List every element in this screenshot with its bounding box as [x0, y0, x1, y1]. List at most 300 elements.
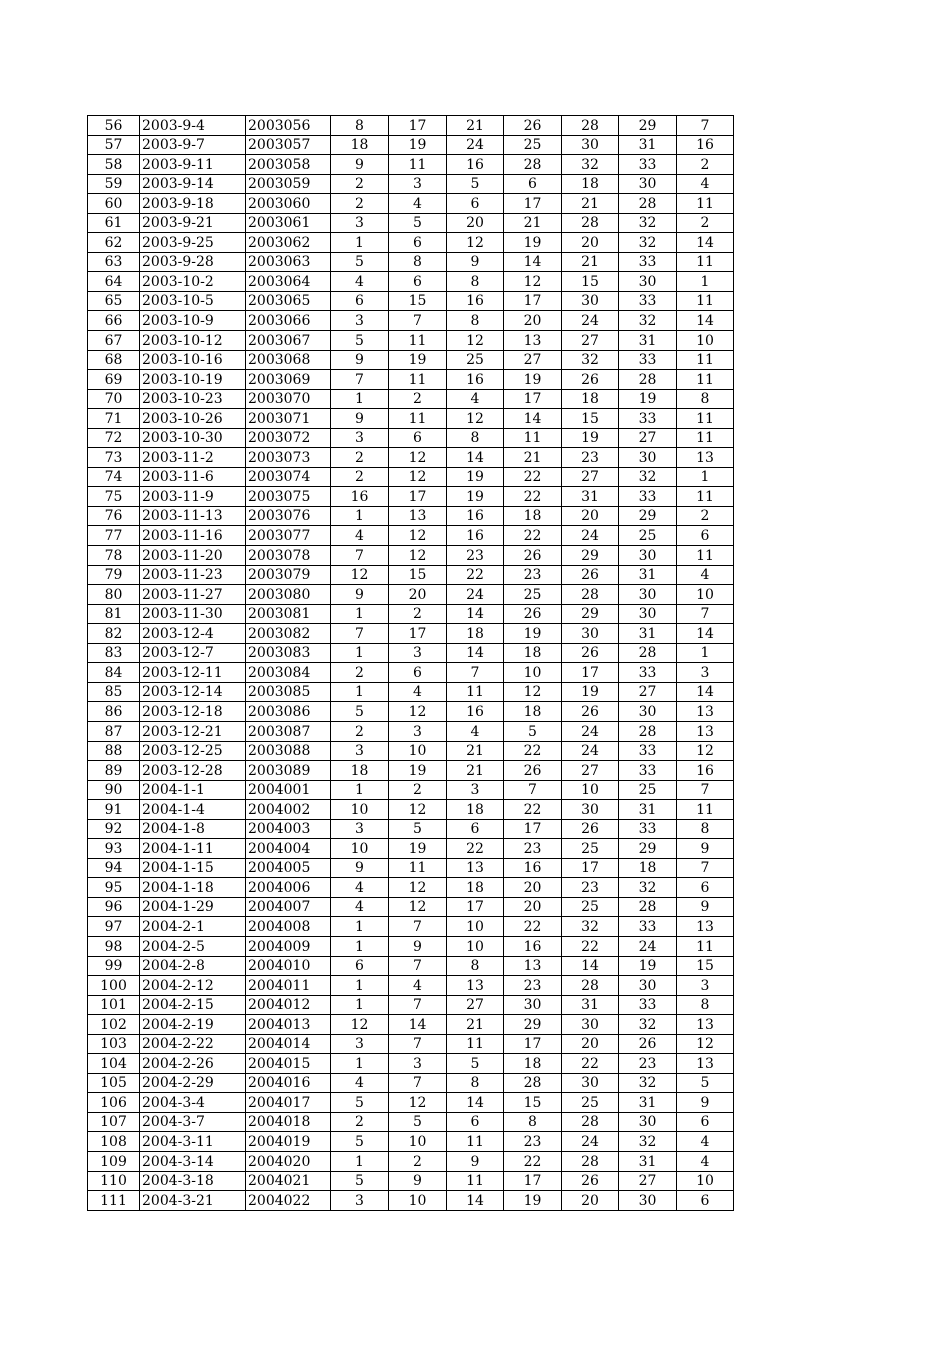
- red-ball-3-cell[interactable]: 12: [447, 331, 504, 351]
- red-ball-5-cell[interactable]: 27: [562, 467, 619, 487]
- draw-date-cell[interactable]: 2003-12-11: [140, 663, 246, 683]
- red-ball-6-cell[interactable]: 25: [619, 780, 677, 800]
- row-index-cell[interactable]: 110: [88, 1171, 140, 1191]
- red-ball-3-cell[interactable]: 6: [447, 194, 504, 214]
- issue-number-cell[interactable]: 2004003: [246, 819, 331, 839]
- red-ball-4-cell[interactable]: 18: [504, 702, 562, 722]
- blue-ball-cell[interactable]: 10: [677, 585, 734, 605]
- red-ball-2-cell[interactable]: 20: [389, 585, 447, 605]
- red-ball-3-cell[interactable]: 16: [447, 370, 504, 390]
- issue-number-cell[interactable]: 2004010: [246, 956, 331, 976]
- red-ball-5-cell[interactable]: 26: [562, 1171, 619, 1191]
- red-ball-2-cell[interactable]: 9: [389, 1171, 447, 1191]
- blue-ball-cell[interactable]: 14: [677, 682, 734, 702]
- red-ball-5-cell[interactable]: 24: [562, 1132, 619, 1152]
- issue-number-cell[interactable]: 2003072: [246, 428, 331, 448]
- red-ball-4-cell[interactable]: 30: [504, 995, 562, 1015]
- red-ball-5-cell[interactable]: 30: [562, 135, 619, 155]
- issue-number-cell[interactable]: 2003063: [246, 252, 331, 272]
- red-ball-4-cell[interactable]: 28: [504, 155, 562, 175]
- issue-number-cell[interactable]: 2003078: [246, 546, 331, 566]
- red-ball-4-cell[interactable]: 14: [504, 252, 562, 272]
- blue-ball-cell[interactable]: 14: [677, 233, 734, 253]
- red-ball-4-cell[interactable]: 29: [504, 1015, 562, 1035]
- red-ball-4-cell[interactable]: 13: [504, 331, 562, 351]
- row-index-cell[interactable]: 82: [88, 624, 140, 644]
- blue-ball-cell[interactable]: 13: [677, 1015, 734, 1035]
- draw-date-cell[interactable]: 2003-12-14: [140, 682, 246, 702]
- draw-date-cell[interactable]: 2004-3-14: [140, 1151, 246, 1171]
- issue-number-cell[interactable]: 2003058: [246, 155, 331, 175]
- draw-date-cell[interactable]: 2004-1-11: [140, 839, 246, 859]
- draw-date-cell[interactable]: 2003-10-12: [140, 331, 246, 351]
- red-ball-1-cell[interactable]: 9: [331, 585, 389, 605]
- red-ball-2-cell[interactable]: 12: [389, 526, 447, 546]
- red-ball-5-cell[interactable]: 20: [562, 1034, 619, 1054]
- red-ball-4-cell[interactable]: 26: [504, 604, 562, 624]
- row-index-cell[interactable]: 95: [88, 878, 140, 898]
- red-ball-5-cell[interactable]: 20: [562, 233, 619, 253]
- red-ball-1-cell[interactable]: 8: [331, 116, 389, 136]
- red-ball-5-cell[interactable]: 15: [562, 409, 619, 429]
- red-ball-6-cell[interactable]: 33: [619, 995, 677, 1015]
- draw-date-cell[interactable]: 2004-1-1: [140, 780, 246, 800]
- red-ball-5-cell[interactable]: 21: [562, 252, 619, 272]
- row-index-cell[interactable]: 108: [88, 1132, 140, 1152]
- red-ball-6-cell[interactable]: 32: [619, 213, 677, 233]
- red-ball-4-cell[interactable]: 22: [504, 741, 562, 761]
- row-index-cell[interactable]: 63: [88, 252, 140, 272]
- red-ball-2-cell[interactable]: 7: [389, 956, 447, 976]
- issue-number-cell[interactable]: 2003065: [246, 291, 331, 311]
- blue-ball-cell[interactable]: 11: [677, 194, 734, 214]
- red-ball-1-cell[interactable]: 1: [331, 643, 389, 663]
- issue-number-cell[interactable]: 2003070: [246, 389, 331, 409]
- issue-number-cell[interactable]: 2004005: [246, 858, 331, 878]
- red-ball-1-cell[interactable]: 4: [331, 878, 389, 898]
- red-ball-5-cell[interactable]: 17: [562, 858, 619, 878]
- blue-ball-cell[interactable]: 11: [677, 409, 734, 429]
- blue-ball-cell[interactable]: 7: [677, 116, 734, 136]
- red-ball-6-cell[interactable]: 31: [619, 331, 677, 351]
- issue-number-cell[interactable]: 2004016: [246, 1073, 331, 1093]
- blue-ball-cell[interactable]: 9: [677, 897, 734, 917]
- draw-date-cell[interactable]: 2003-11-16: [140, 526, 246, 546]
- red-ball-3-cell[interactable]: 13: [447, 858, 504, 878]
- issue-number-cell[interactable]: 2003081: [246, 604, 331, 624]
- red-ball-6-cell[interactable]: 19: [619, 956, 677, 976]
- red-ball-3-cell[interactable]: 21: [447, 741, 504, 761]
- red-ball-2-cell[interactable]: 11: [389, 331, 447, 351]
- red-ball-1-cell[interactable]: 7: [331, 624, 389, 644]
- red-ball-3-cell[interactable]: 8: [447, 272, 504, 292]
- row-index-cell[interactable]: 65: [88, 291, 140, 311]
- blue-ball-cell[interactable]: 11: [677, 487, 734, 507]
- issue-number-cell[interactable]: 2004017: [246, 1093, 331, 1113]
- row-index-cell[interactable]: 109: [88, 1151, 140, 1171]
- blue-ball-cell[interactable]: 13: [677, 448, 734, 468]
- draw-date-cell[interactable]: 2003-12-18: [140, 702, 246, 722]
- blue-ball-cell[interactable]: 10: [677, 1171, 734, 1191]
- issue-number-cell[interactable]: 2004007: [246, 897, 331, 917]
- red-ball-3-cell[interactable]: 24: [447, 585, 504, 605]
- red-ball-2-cell[interactable]: 6: [389, 663, 447, 683]
- draw-date-cell[interactable]: 2004-2-15: [140, 995, 246, 1015]
- red-ball-6-cell[interactable]: 33: [619, 819, 677, 839]
- issue-number-cell[interactable]: 2004009: [246, 936, 331, 956]
- row-index-cell[interactable]: 84: [88, 663, 140, 683]
- issue-number-cell[interactable]: 2003069: [246, 370, 331, 390]
- red-ball-3-cell[interactable]: 17: [447, 897, 504, 917]
- red-ball-3-cell[interactable]: 3: [447, 780, 504, 800]
- red-ball-6-cell[interactable]: 29: [619, 506, 677, 526]
- red-ball-4-cell[interactable]: 13: [504, 956, 562, 976]
- red-ball-4-cell[interactable]: 19: [504, 624, 562, 644]
- red-ball-3-cell[interactable]: 9: [447, 252, 504, 272]
- row-index-cell[interactable]: 59: [88, 174, 140, 194]
- red-ball-6-cell[interactable]: 25: [619, 526, 677, 546]
- row-index-cell[interactable]: 99: [88, 956, 140, 976]
- issue-number-cell[interactable]: 2003084: [246, 663, 331, 683]
- red-ball-6-cell[interactable]: 32: [619, 1073, 677, 1093]
- red-ball-1-cell[interactable]: 7: [331, 370, 389, 390]
- red-ball-2-cell[interactable]: 12: [389, 897, 447, 917]
- row-index-cell[interactable]: 105: [88, 1073, 140, 1093]
- blue-ball-cell[interactable]: 5: [677, 1073, 734, 1093]
- red-ball-1-cell[interactable]: 1: [331, 780, 389, 800]
- red-ball-6-cell[interactable]: 28: [619, 897, 677, 917]
- blue-ball-cell[interactable]: 11: [677, 252, 734, 272]
- red-ball-4-cell[interactable]: 20: [504, 878, 562, 898]
- red-ball-3-cell[interactable]: 14: [447, 604, 504, 624]
- red-ball-2-cell[interactable]: 2: [389, 780, 447, 800]
- blue-ball-cell[interactable]: 11: [677, 428, 734, 448]
- red-ball-4-cell[interactable]: 17: [504, 194, 562, 214]
- red-ball-5-cell[interactable]: 26: [562, 702, 619, 722]
- draw-date-cell[interactable]: 2004-1-8: [140, 819, 246, 839]
- red-ball-6-cell[interactable]: 33: [619, 917, 677, 937]
- red-ball-4-cell[interactable]: 22: [504, 526, 562, 546]
- red-ball-2-cell[interactable]: 19: [389, 350, 447, 370]
- red-ball-6-cell[interactable]: 32: [619, 467, 677, 487]
- blue-ball-cell[interactable]: 11: [677, 800, 734, 820]
- red-ball-1-cell[interactable]: 2: [331, 448, 389, 468]
- red-ball-5-cell[interactable]: 28: [562, 585, 619, 605]
- red-ball-5-cell[interactable]: 30: [562, 624, 619, 644]
- red-ball-1-cell[interactable]: 9: [331, 858, 389, 878]
- red-ball-1-cell[interactable]: 2: [331, 663, 389, 683]
- red-ball-6-cell[interactable]: 19: [619, 389, 677, 409]
- draw-date-cell[interactable]: 2003-10-2: [140, 272, 246, 292]
- red-ball-4-cell[interactable]: 23: [504, 976, 562, 996]
- row-index-cell[interactable]: 74: [88, 467, 140, 487]
- draw-date-cell[interactable]: 2003-9-11: [140, 155, 246, 175]
- red-ball-4-cell[interactable]: 10: [504, 663, 562, 683]
- red-ball-4-cell[interactable]: 17: [504, 819, 562, 839]
- red-ball-5-cell[interactable]: 31: [562, 487, 619, 507]
- red-ball-5-cell[interactable]: 32: [562, 155, 619, 175]
- draw-date-cell[interactable]: 2004-2-26: [140, 1054, 246, 1074]
- red-ball-2-cell[interactable]: 6: [389, 272, 447, 292]
- red-ball-2-cell[interactable]: 5: [389, 213, 447, 233]
- red-ball-2-cell[interactable]: 9: [389, 936, 447, 956]
- red-ball-3-cell[interactable]: 14: [447, 1093, 504, 1113]
- red-ball-2-cell[interactable]: 12: [389, 702, 447, 722]
- row-index-cell[interactable]: 96: [88, 897, 140, 917]
- red-ball-2-cell[interactable]: 6: [389, 233, 447, 253]
- red-ball-6-cell[interactable]: 33: [619, 487, 677, 507]
- draw-date-cell[interactable]: 2003-10-9: [140, 311, 246, 331]
- blue-ball-cell[interactable]: 13: [677, 917, 734, 937]
- red-ball-6-cell[interactable]: 28: [619, 721, 677, 741]
- red-ball-4-cell[interactable]: 16: [504, 858, 562, 878]
- red-ball-5-cell[interactable]: 20: [562, 1191, 619, 1211]
- row-index-cell[interactable]: 93: [88, 839, 140, 859]
- issue-number-cell[interactable]: 2003071: [246, 409, 331, 429]
- red-ball-4-cell[interactable]: 25: [504, 135, 562, 155]
- draw-date-cell[interactable]: 2003-9-25: [140, 233, 246, 253]
- row-index-cell[interactable]: 79: [88, 565, 140, 585]
- red-ball-6-cell[interactable]: 33: [619, 155, 677, 175]
- red-ball-6-cell[interactable]: 30: [619, 448, 677, 468]
- issue-number-cell[interactable]: 2004012: [246, 995, 331, 1015]
- red-ball-3-cell[interactable]: 5: [447, 1054, 504, 1074]
- red-ball-2-cell[interactable]: 11: [389, 155, 447, 175]
- red-ball-1-cell[interactable]: 1: [331, 1054, 389, 1074]
- red-ball-3-cell[interactable]: 5: [447, 174, 504, 194]
- row-index-cell[interactable]: 72: [88, 428, 140, 448]
- red-ball-5-cell[interactable]: 27: [562, 331, 619, 351]
- red-ball-4-cell[interactable]: 22: [504, 467, 562, 487]
- issue-number-cell[interactable]: 2004014: [246, 1034, 331, 1054]
- blue-ball-cell[interactable]: 4: [677, 174, 734, 194]
- red-ball-3-cell[interactable]: 9: [447, 1151, 504, 1171]
- red-ball-2-cell[interactable]: 17: [389, 624, 447, 644]
- red-ball-6-cell[interactable]: 27: [619, 1171, 677, 1191]
- red-ball-2-cell[interactable]: 10: [389, 1191, 447, 1211]
- red-ball-1-cell[interactable]: 5: [331, 1132, 389, 1152]
- row-index-cell[interactable]: 56: [88, 116, 140, 136]
- row-index-cell[interactable]: 71: [88, 409, 140, 429]
- issue-number-cell[interactable]: 2004002: [246, 800, 331, 820]
- row-index-cell[interactable]: 111: [88, 1191, 140, 1211]
- red-ball-5-cell[interactable]: 26: [562, 565, 619, 585]
- red-ball-6-cell[interactable]: 31: [619, 800, 677, 820]
- draw-date-cell[interactable]: 2003-12-21: [140, 721, 246, 741]
- red-ball-3-cell[interactable]: 14: [447, 643, 504, 663]
- red-ball-1-cell[interactable]: 6: [331, 291, 389, 311]
- red-ball-1-cell[interactable]: 2: [331, 174, 389, 194]
- red-ball-4-cell[interactable]: 19: [504, 370, 562, 390]
- red-ball-6-cell[interactable]: 30: [619, 702, 677, 722]
- draw-date-cell[interactable]: 2003-9-18: [140, 194, 246, 214]
- draw-date-cell[interactable]: 2003-12-4: [140, 624, 246, 644]
- blue-ball-cell[interactable]: 8: [677, 389, 734, 409]
- red-ball-3-cell[interactable]: 21: [447, 116, 504, 136]
- red-ball-4-cell[interactable]: 23: [504, 565, 562, 585]
- row-index-cell[interactable]: 86: [88, 702, 140, 722]
- row-index-cell[interactable]: 97: [88, 917, 140, 937]
- red-ball-4-cell[interactable]: 21: [504, 448, 562, 468]
- red-ball-4-cell[interactable]: 22: [504, 487, 562, 507]
- red-ball-5-cell[interactable]: 25: [562, 1093, 619, 1113]
- issue-number-cell[interactable]: 2003075: [246, 487, 331, 507]
- red-ball-3-cell[interactable]: 22: [447, 839, 504, 859]
- row-index-cell[interactable]: 81: [88, 604, 140, 624]
- red-ball-3-cell[interactable]: 11: [447, 682, 504, 702]
- red-ball-2-cell[interactable]: 3: [389, 1054, 447, 1074]
- red-ball-5-cell[interactable]: 21: [562, 194, 619, 214]
- red-ball-3-cell[interactable]: 8: [447, 956, 504, 976]
- red-ball-6-cell[interactable]: 29: [619, 116, 677, 136]
- red-ball-5-cell[interactable]: 18: [562, 174, 619, 194]
- row-index-cell[interactable]: 90: [88, 780, 140, 800]
- red-ball-5-cell[interactable]: 24: [562, 741, 619, 761]
- red-ball-5-cell[interactable]: 24: [562, 526, 619, 546]
- red-ball-6-cell[interactable]: 31: [619, 1093, 677, 1113]
- blue-ball-cell[interactable]: 16: [677, 761, 734, 781]
- red-ball-2-cell[interactable]: 7: [389, 917, 447, 937]
- blue-ball-cell[interactable]: 13: [677, 721, 734, 741]
- red-ball-2-cell[interactable]: 3: [389, 174, 447, 194]
- red-ball-4-cell[interactable]: 20: [504, 311, 562, 331]
- red-ball-6-cell[interactable]: 28: [619, 370, 677, 390]
- issue-number-cell[interactable]: 2004015: [246, 1054, 331, 1074]
- blue-ball-cell[interactable]: 11: [677, 546, 734, 566]
- issue-number-cell[interactable]: 2003066: [246, 311, 331, 331]
- blue-ball-cell[interactable]: 11: [677, 936, 734, 956]
- row-index-cell[interactable]: 83: [88, 643, 140, 663]
- draw-date-cell[interactable]: 2004-3-4: [140, 1093, 246, 1113]
- row-index-cell[interactable]: 78: [88, 546, 140, 566]
- red-ball-3-cell[interactable]: 19: [447, 487, 504, 507]
- red-ball-1-cell[interactable]: 3: [331, 428, 389, 448]
- red-ball-6-cell[interactable]: 30: [619, 1112, 677, 1132]
- red-ball-2-cell[interactable]: 3: [389, 643, 447, 663]
- red-ball-3-cell[interactable]: 14: [447, 448, 504, 468]
- red-ball-4-cell[interactable]: 27: [504, 350, 562, 370]
- red-ball-1-cell[interactable]: 4: [331, 272, 389, 292]
- red-ball-6-cell[interactable]: 30: [619, 1191, 677, 1211]
- blue-ball-cell[interactable]: 11: [677, 370, 734, 390]
- red-ball-5-cell[interactable]: 22: [562, 1054, 619, 1074]
- draw-date-cell[interactable]: 2003-11-6: [140, 467, 246, 487]
- red-ball-3-cell[interactable]: 18: [447, 878, 504, 898]
- issue-number-cell[interactable]: 2003074: [246, 467, 331, 487]
- blue-ball-cell[interactable]: 15: [677, 956, 734, 976]
- red-ball-4-cell[interactable]: 26: [504, 761, 562, 781]
- red-ball-4-cell[interactable]: 7: [504, 780, 562, 800]
- draw-date-cell[interactable]: 2003-11-13: [140, 506, 246, 526]
- red-ball-3-cell[interactable]: 8: [447, 1073, 504, 1093]
- issue-number-cell[interactable]: 2004022: [246, 1191, 331, 1211]
- draw-date-cell[interactable]: 2003-11-23: [140, 565, 246, 585]
- blue-ball-cell[interactable]: 1: [677, 272, 734, 292]
- draw-date-cell[interactable]: 2004-2-29: [140, 1073, 246, 1093]
- issue-number-cell[interactable]: 2003085: [246, 682, 331, 702]
- red-ball-1-cell[interactable]: 1: [331, 604, 389, 624]
- red-ball-3-cell[interactable]: 27: [447, 995, 504, 1015]
- issue-number-cell[interactable]: 2003083: [246, 643, 331, 663]
- red-ball-2-cell[interactable]: 5: [389, 819, 447, 839]
- row-index-cell[interactable]: 100: [88, 976, 140, 996]
- red-ball-2-cell[interactable]: 19: [389, 135, 447, 155]
- red-ball-1-cell[interactable]: 3: [331, 819, 389, 839]
- red-ball-1-cell[interactable]: 4: [331, 1073, 389, 1093]
- row-index-cell[interactable]: 57: [88, 135, 140, 155]
- red-ball-1-cell[interactable]: 10: [331, 839, 389, 859]
- red-ball-1-cell[interactable]: 9: [331, 350, 389, 370]
- red-ball-2-cell[interactable]: 3: [389, 721, 447, 741]
- blue-ball-cell[interactable]: 7: [677, 780, 734, 800]
- red-ball-1-cell[interactable]: 1: [331, 506, 389, 526]
- draw-date-cell[interactable]: 2004-3-21: [140, 1191, 246, 1211]
- red-ball-2-cell[interactable]: 12: [389, 467, 447, 487]
- blue-ball-cell[interactable]: 6: [677, 1191, 734, 1211]
- red-ball-5-cell[interactable]: 23: [562, 448, 619, 468]
- blue-ball-cell[interactable]: 8: [677, 819, 734, 839]
- draw-date-cell[interactable]: 2003-11-2: [140, 448, 246, 468]
- red-ball-4-cell[interactable]: 15: [504, 1093, 562, 1113]
- blue-ball-cell[interactable]: 11: [677, 291, 734, 311]
- red-ball-4-cell[interactable]: 21: [504, 213, 562, 233]
- draw-date-cell[interactable]: 2003-10-16: [140, 350, 246, 370]
- red-ball-5-cell[interactable]: 23: [562, 878, 619, 898]
- red-ball-2-cell[interactable]: 17: [389, 487, 447, 507]
- red-ball-3-cell[interactable]: 7: [447, 663, 504, 683]
- draw-date-cell[interactable]: 2004-2-12: [140, 976, 246, 996]
- red-ball-6-cell[interactable]: 30: [619, 546, 677, 566]
- red-ball-1-cell[interactable]: 6: [331, 956, 389, 976]
- red-ball-3-cell[interactable]: 11: [447, 1171, 504, 1191]
- red-ball-2-cell[interactable]: 15: [389, 291, 447, 311]
- issue-number-cell[interactable]: 2003064: [246, 272, 331, 292]
- red-ball-1-cell[interactable]: 1: [331, 389, 389, 409]
- draw-date-cell[interactable]: 2003-10-19: [140, 370, 246, 390]
- blue-ball-cell[interactable]: 11: [677, 350, 734, 370]
- draw-date-cell[interactable]: 2004-2-5: [140, 936, 246, 956]
- red-ball-5-cell[interactable]: 10: [562, 780, 619, 800]
- red-ball-6-cell[interactable]: 33: [619, 761, 677, 781]
- blue-ball-cell[interactable]: 6: [677, 526, 734, 546]
- issue-number-cell[interactable]: 2003057: [246, 135, 331, 155]
- red-ball-3-cell[interactable]: 8: [447, 311, 504, 331]
- red-ball-4-cell[interactable]: 6: [504, 174, 562, 194]
- blue-ball-cell[interactable]: 10: [677, 331, 734, 351]
- red-ball-6-cell[interactable]: 33: [619, 291, 677, 311]
- draw-date-cell[interactable]: 2003-11-20: [140, 546, 246, 566]
- red-ball-5-cell[interactable]: 22: [562, 936, 619, 956]
- draw-date-cell[interactable]: 2004-1-15: [140, 858, 246, 878]
- red-ball-6-cell[interactable]: 32: [619, 311, 677, 331]
- red-ball-2-cell[interactable]: 10: [389, 741, 447, 761]
- red-ball-3-cell[interactable]: 18: [447, 800, 504, 820]
- row-index-cell[interactable]: 101: [88, 995, 140, 1015]
- red-ball-5-cell[interactable]: 19: [562, 682, 619, 702]
- red-ball-1-cell[interactable]: 2: [331, 194, 389, 214]
- red-ball-3-cell[interactable]: 20: [447, 213, 504, 233]
- red-ball-1-cell[interactable]: 4: [331, 526, 389, 546]
- issue-number-cell[interactable]: 2004011: [246, 976, 331, 996]
- row-index-cell[interactable]: 77: [88, 526, 140, 546]
- red-ball-6-cell[interactable]: 30: [619, 174, 677, 194]
- red-ball-5-cell[interactable]: 28: [562, 213, 619, 233]
- red-ball-2-cell[interactable]: 12: [389, 1093, 447, 1113]
- red-ball-5-cell[interactable]: 30: [562, 1073, 619, 1093]
- red-ball-1-cell[interactable]: 1: [331, 917, 389, 937]
- draw-date-cell[interactable]: 2003-10-26: [140, 409, 246, 429]
- red-ball-5-cell[interactable]: 25: [562, 897, 619, 917]
